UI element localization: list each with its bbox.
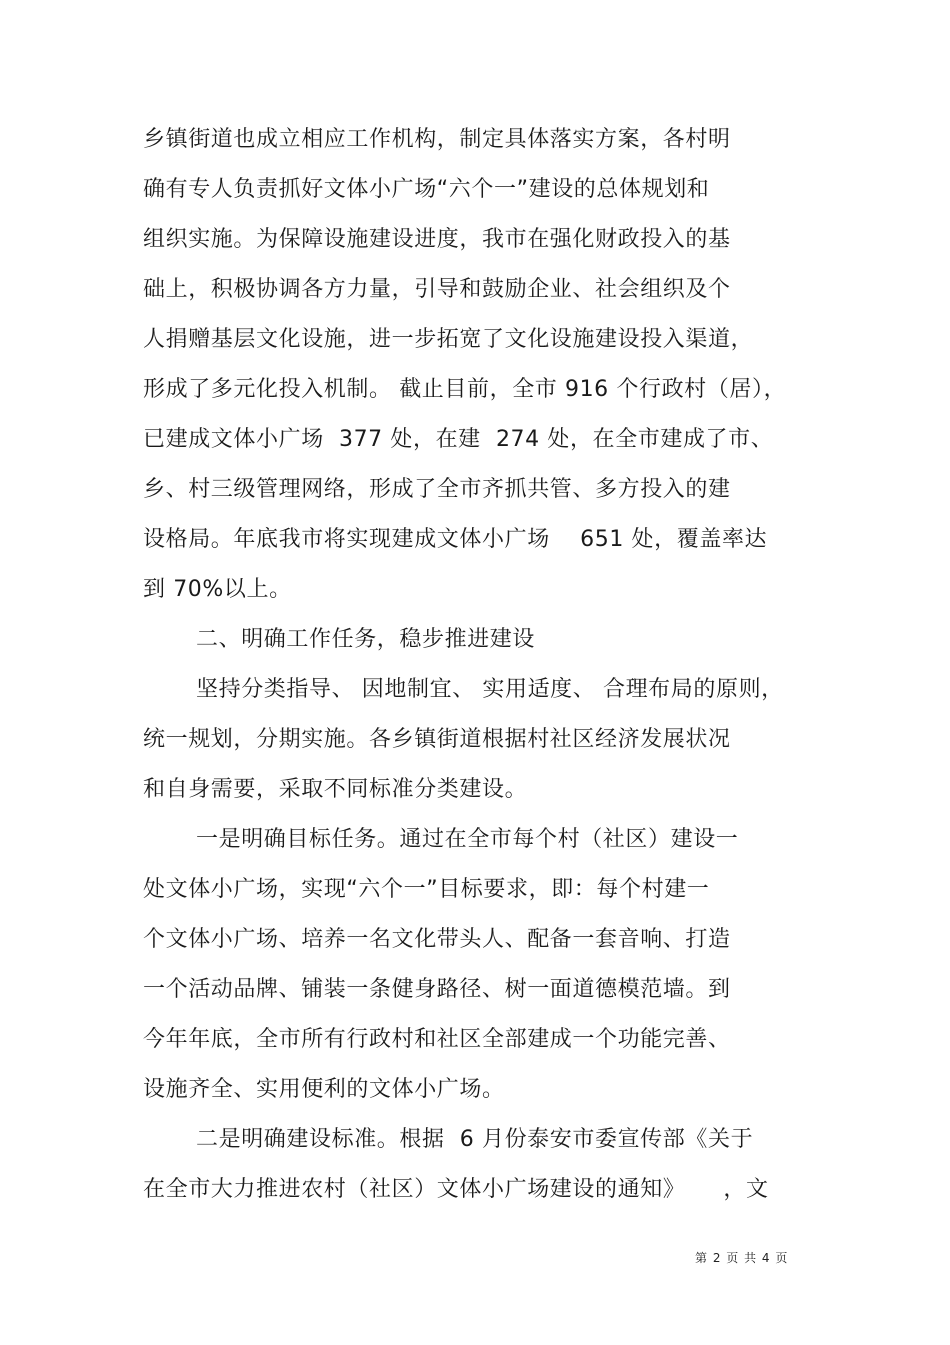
paragraph-line: 在全市大力推进农村（社区）文体小广场建设的通知》 ，文: [143, 1177, 769, 1202]
paragraph-line: 设施齐全、实用便利的文体小广场。: [143, 1077, 505, 1102]
paragraph-line: 和自身需要，采取不同标准分类建设。: [143, 777, 528, 802]
paragraph-line: 二是明确建设标准。根据 6 月份泰安市委宣传部《关于: [196, 1127, 754, 1152]
paragraph-line: 坚持分类指导、 因地制宜、 实用适度、 合理布局的原则，: [196, 677, 784, 702]
paragraph-line: 今年年底，全市所有行政村和社区全部建成一个功能完善、: [143, 1027, 731, 1052]
paragraph-line: 一个活动品牌、铺装一条健身路径、树一面道德模范墙。到: [143, 977, 731, 1002]
page-number-footer: 第 2 页 共 4 页: [695, 1251, 789, 1265]
paragraph-line: 形成了多元化投入机制。 截止目前，全市 916 个行政村（居），: [143, 377, 787, 402]
paragraph-line: 组织实施。为保障设施建设进度，我市在强化财政投入的基: [143, 227, 731, 252]
paragraph-line: 乡镇街道也成立相应工作机构，制定具体落实方案，各村明: [143, 127, 731, 152]
paragraph-line: 设格局。年底我市将实现建成文体小广场 651 处，覆盖率达: [143, 527, 768, 552]
paragraph-line: 础上，积极协调各方力量，引导和鼓励企业、社会组织及个: [143, 277, 731, 302]
paragraph-line: 确有专人负责抓好文体小广场“六个一”建设的总体规划和: [143, 177, 710, 202]
paragraph-line: 处文体小广场，实现“六个一”目标要求，即：每个村建一: [143, 877, 710, 902]
section-heading: 二、明确工作任务，稳步推进建设: [196, 627, 536, 652]
paragraph-line: 人捐赠基层文化设施，进一步拓宽了文化设施建设投入渠道，: [143, 327, 754, 352]
paragraph-line: 统一规划，分期实施。各乡镇街道根据村社区经济发展状况: [143, 727, 731, 752]
paragraph-line: 个文体小广场、培养一名文化带头人、配备一套音响、打造: [143, 927, 731, 952]
paragraph-line: 乡、村三级管理网络，形成了全市齐抓共管、多方投入的建: [143, 477, 731, 502]
paragraph-line: 一是明确目标任务。通过在全市每个村（社区）建设一: [196, 827, 739, 852]
paragraph-line: 已建成文体小广场 377 处，在建 274 处，在全市建成了市、: [143, 427, 774, 452]
paragraph-line: 到 70%以上。: [143, 577, 292, 602]
